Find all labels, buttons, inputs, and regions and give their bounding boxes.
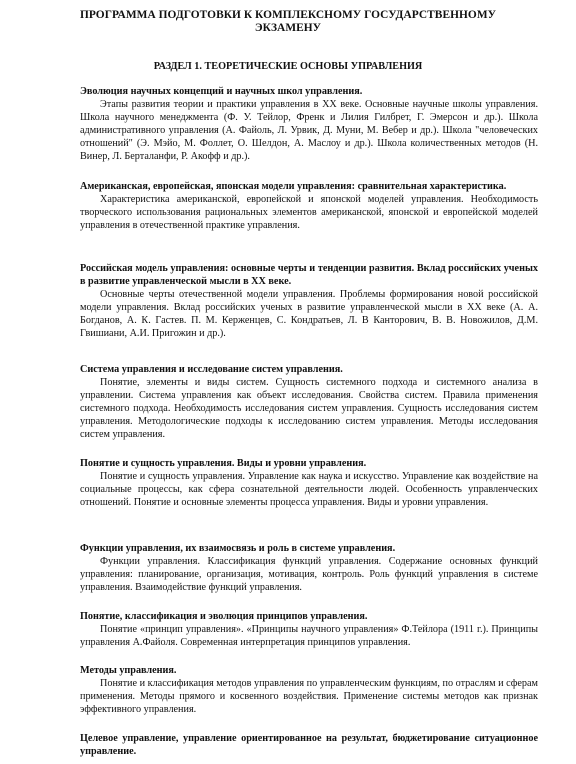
topic-body: Понятие и сущность управления. Управление как наука и искусство. Управление как воздействие на социальные процессы, как сфера сознательной деятельности людей. Особенность управленческих отношений. Понятие и основные элементы процесса управления. Виды и уровни управления.	[80, 470, 538, 508]
topic-management-models	[80, 181, 538, 233]
topic-heading: Функции управления, их взаимосвязь и роль в системе управления.	[80, 543, 396, 554]
topic-management-concept	[80, 458, 538, 510]
topic-heading: Система управления и исследование систем управления.	[80, 364, 343, 375]
topic-management-principles	[80, 611, 538, 650]
topic-heading: Методы управления.	[80, 665, 177, 676]
document-title: ПРОГРАММА ПОДГОТОВКИ К КОМПЛЕКСНОМУ ГОСУДАРСТВЕННОМУ ЭКЗАМЕНУ	[79, 9, 497, 34]
topic-body: Характеристика американской, европейской и японской моделей управления. Необходимость творческого использования рациональных элементов американской, японской и европейской моделей управления в отечественной практике управления.	[80, 193, 538, 231]
topic-heading: Американская, европейская, японская модели управления: сравнительная характеристика.	[80, 181, 507, 192]
topic-heading: Российская модель управления: основные черты и тенденции развития. Вклад российских ученых в развитие управленческой мысли в XX веке.	[80, 263, 538, 287]
topic-management-systems	[80, 364, 538, 441]
topic-management-functions	[80, 543, 538, 595]
topic-management-methods	[80, 665, 538, 717]
section-title: РАЗДЕЛ 1. ТЕОРЕТИЧЕСКИЕ ОСНОВЫ УПРАВЛЕНИЯ	[153, 61, 423, 72]
topic-body: Основные черты отечественной модели управления. Проблемы формирования новой российской модели управления. Вклад российских ученых в развитие управленческой мысли в XX веке (А. А. Богданов, А. К. Гастев. П. М. Керженцев, С. Кондратьев, Л. В Канторович, В. В. Новожилов, Д.М. Гвишиани, А.И. Пригожин и др.).	[80, 288, 538, 339]
topic-heading: Понятие, классификация и эволюция принципов управления.	[80, 611, 368, 622]
topic-body: Понятие и классификация методов управления по управленческим функциям, по отраслям и сферам применения. Методы прямого и косвенного воздействия. Применение системы методов как признак эффективного управления.	[80, 677, 538, 715]
topic-heading: Целевое управление, управление ориентированное на результат, бюджетирование ситуационное управление.	[80, 733, 538, 757]
topic-evolution	[80, 86, 538, 163]
topic-body: Понятие «принцип управления». «Принципы научного управления» Ф.Тейлора (1911 г.). Принципы управления А.Файоля. Современная интерпретация принципов управления.	[80, 623, 538, 648]
topic-heading: Понятие и сущность управления. Виды и уровни управления.	[80, 458, 367, 469]
topic-target-management	[80, 733, 538, 759]
topic-body: Понятие, элементы и виды систем. Сущность системного подхода и системного анализа в управлении. Система управления как объект исследования. Свойства систем. Правила применения системного подхода. Необходимость исследования систем управления. Сущность исследования систем управления. Методологические подходы к исследованию систем управления. Методы исследования систем управления.	[80, 376, 538, 440]
topic-heading: Эволюция научных концепций и научных школ управления.	[80, 86, 363, 97]
topic-body: Этапы развития теории и практики управления в XX веке. Основные научные школы управления. Школа научного менеджмента (Ф. У. Тейлор, Френк и Лилия Гилбрет, Г. Эмерсон и др.). Школа административного управления (А. Файоль, Л. Урвик, Д. Муни, М. Вебер и др.). Школа "человеческих отношений" (Э. Мэйо, М. Фоллет, О. Шелдон, А. Маслоу и др.). Школа количественных методов (Н. Винер, Л. Берталанфи, Р. Акофф и др.).	[80, 98, 538, 162]
topic-body: Функции управления. Классификация функций управления. Содержание основных функций управления: планирование, организация, мотивация, контроль. Роль функций управления в системе управления. Взаимодействие функций управления.	[80, 555, 538, 593]
topic-russian-model	[80, 263, 538, 340]
